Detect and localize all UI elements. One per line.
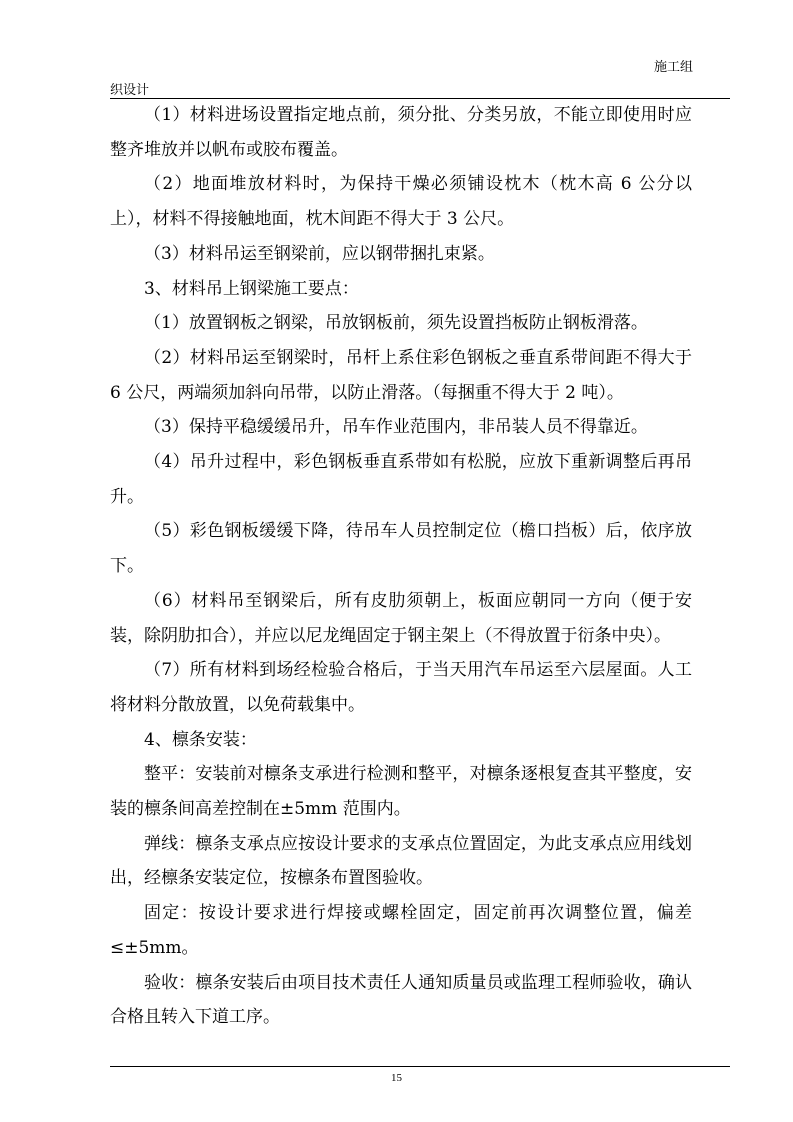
paragraph-6: （2）材料吊运至钢梁时，吊杆上系住彩色钢板之垂直系带间距不得大于 6 公尺，两端须加斜向吊带，以防止滑落。（每捆重不得大于 2 吨）。 [110,347,692,403]
header-right-text: 施工组 [653,60,693,75]
paragraph-7: （3）保持平稳缓缓吊升，吊车作业范围内，非吊装人员不得靠近。 [144,417,648,438]
footer-rule [110,1066,730,1067]
paragraph-5: （1）放置钢板之钢梁，吊放钢板前，须先设置挡板防止钢板滑落。 [144,313,648,334]
page-number: 15 [391,1072,402,1084]
paragraph-2: （2）地面堆放材料时，为保持干燥必须铺设枕木（枕木高 6 公分以上），材料不得接触地面，枕木间距不得大于 3 公尺。 [110,174,692,230]
paragraph-1: （1）材料进场设置指定地点前，须分批、分类另放，不能立即使用时应整齐堆放并以帆布或胶布覆盖。 [110,105,692,160]
paragraph-16: 验收：檩条安装后由项目技术责任人通知质量员或监理工程师验收，确认合格且转入下道工序。 [110,972,692,1028]
paragraph-8: （4）吊升过程中，彩色钢板垂直系带如有松脱，应放下重新调整后再吊升。 [110,452,692,507]
paragraph-10: （6）材料吊至钢梁后，所有皮肋须朝上，板面应朝同一方向（便于安装，除阴肋扣合），并应以尼龙绳固定于钢主架上（不得放置于衍条中央）。 [110,590,692,646]
section-heading-3: 3、材料吊上钢梁施工要点： [144,278,359,299]
header-left-text: 织设计 [110,83,150,98]
section-heading-4: 4、檩条安装： [144,729,257,750]
paragraph-3: （3）材料吊运至钢梁前，应以钢带捆扎束紧。 [144,243,495,264]
paragraph-11: （7）所有材料到场经检验合格后，于当天用汽车吊运至六层屋面。人工将材料分散放置，以免荷载集中。 [110,660,692,715]
paragraph-9: （5）彩色钢板缓缓下降，待吊车人员控制定位（檐口挡板）后，依序放下。 [110,521,692,577]
paragraph-15: 固定：按设计要求进行焊接或螺栓固定，固定前再次调整位置，偏差≤±5mm。 [110,903,692,958]
paragraph-14: 弹线：檩条支承点应按设计要求的支承点位置固定，为此支承点应用线划出，经檩条安装定位，按檩条布置图验收。 [110,833,692,889]
document-body [110,98,692,1035]
paragraph-13: 整平：安装前对檩条支承进行检测和整平，对檩条逐根复查其平整度，安装的檩条间高差控制在±5mm 范围内。 [110,764,692,820]
